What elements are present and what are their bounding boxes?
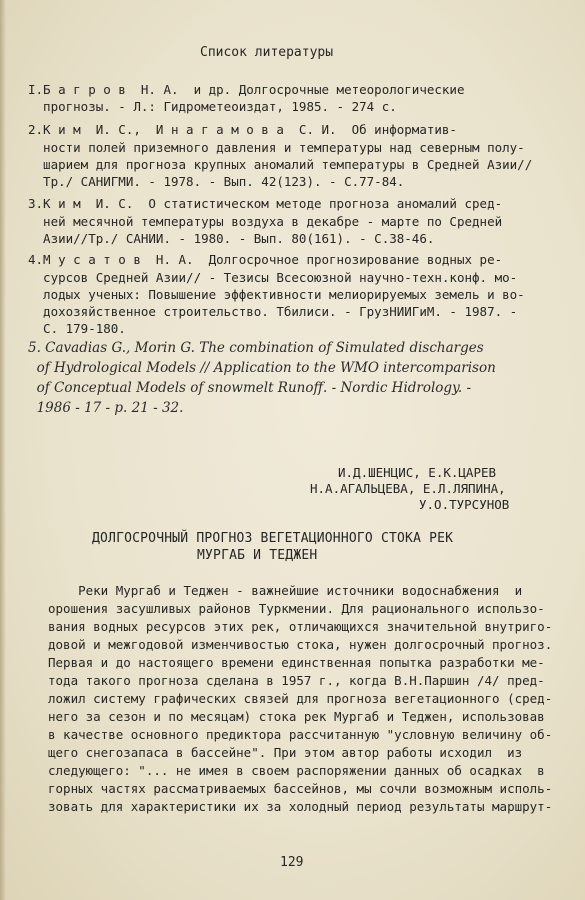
ref-2-line-1: 2.К и м И. С., И н а г а м о в а С. И. Об информатив-	[28, 122, 457, 137]
body-line-3: вания водных ресурсов этих рек, отличающихся значительной внутриго-	[48, 619, 553, 634]
body-line-2: орошения засушливых районов Туркмении. Для рационального использо-	[48, 601, 545, 616]
body-line-9: в качестве основного предиктора рассчитанную "условную величину об-	[48, 727, 553, 742]
ref-2-line-2: ности полей приземного давления и температуры над северным полу-	[28, 140, 525, 155]
authors-line-2: Н.А.АГАЛЬЦЕВА, Е.Л.ЛЯПИНА,	[310, 481, 506, 496]
authors-line-3: У.О.ТУРСУНОВ	[419, 497, 510, 512]
ref-4-line-5: С. 179-180.	[28, 321, 126, 336]
body-line-4: довой и межгодовой изменчивостью стока, нужен долгосрочный прогноз.	[48, 637, 553, 652]
ref-2-line-4: Тр./ САНИГМИ. - 1978. - Вып. 42(123). - С.77-84.	[28, 174, 405, 189]
ref-4-line-2: сурсов Средней Азии// - Тезисы Всесоюзной научно-техн.конф. мо-	[28, 270, 518, 285]
body-line-7: ложил систему графических связей для прогноза вегетационного (сред-	[48, 691, 553, 706]
ref-2-line-3: шарием для прогноза крупных аномалий температуры в Средней Азии//	[28, 157, 533, 172]
page-shadow-edge	[0, 0, 6, 900]
article-title-line-1: ДОЛГОСРОЧНЫЙ ПРОГНОЗ ВЕГЕТАЦИОННОГО СТОКА РЕК	[92, 531, 454, 546]
body-line-8: него за сезон и по месяцам) стока рек Мургаб и Теджен, использовав	[48, 709, 545, 724]
ref-5-handwritten-line-1: 5. Cavadias G., Morin G. The combination of Simulated discharges	[28, 340, 484, 356]
body-line-5: Первая и до настоящего времени единственная попытка разработки ме-	[48, 655, 545, 670]
ref-3-line-2: ней месячной температуры воздуха в декабре - марте по Средней	[28, 214, 503, 229]
ref-1-line-1: I.Б а г р о в Н. А. и др. Долгосрочные метеорологические	[28, 82, 465, 97]
ref-1-line-2: прогнозы. - Л.: Гидрометеоиздат, 1985. - 274 с.	[28, 99, 397, 114]
ref-5-handwritten-line-4: 1986 - 17 - p. 21 - 32.	[28, 400, 184, 416]
ref-3-line-3: Азии//Тр./ САНИИ. - 1980. - Вып. 80(161). - С.38-46.	[28, 231, 435, 246]
body-line-10: щего снегозапаса в бассейне". При этом автор работы исходил из	[48, 745, 523, 760]
body-line-1: Реки Мургаб и Теджен - важнейшие источники водоснабжения и	[48, 583, 523, 598]
ref-3-line-1: 3.К и м И. С. О статистическом методе прогноза аномалий сред-	[28, 196, 503, 211]
bibliography-heading: Список литературы	[200, 45, 334, 60]
ref-4-line-1: 4.М у с а т о в Н. А. Долгосрочное прогнозирование водных ре-	[28, 252, 503, 267]
ref-5-handwritten-line-3: of Conceptual Models of snowmelt Runoff. - Nordic Hidrology. -	[28, 380, 472, 396]
body-line-13: зовать для характеристики их за холодный период результаты маршрут-	[48, 799, 553, 814]
ref-4-line-4: дохозяйственное строительство. Тбилиси. - ГрузНИИГиМ. - 1987. -	[28, 304, 518, 319]
body-line-12: горных частях рассматриваемых бассейнов, мы сочли возможным исполь-	[48, 781, 553, 796]
body-line-11: следующего: "... не имея в своем распоряжении данных об осадках в	[48, 763, 545, 778]
body-line-6: тода такого прогноза сделана в 1957 г., когда В.Н.Паршин /4/ пред-	[48, 673, 545, 688]
ref-4-line-3: лодых ученых: Повышение эффективности мелиорируемых земель и во-	[28, 287, 525, 302]
page-number: 129	[280, 855, 304, 870]
ref-5-handwritten-line-2: of Hydrological Models // Application to the WMO intercomparison	[28, 360, 496, 376]
article-title-line-2: МУРГАБ И ТЕДЖЕН	[197, 548, 318, 563]
authors-line-1: И.Д.ШЕНЦИС, Е.К.ЦАРЕВ	[338, 465, 497, 480]
